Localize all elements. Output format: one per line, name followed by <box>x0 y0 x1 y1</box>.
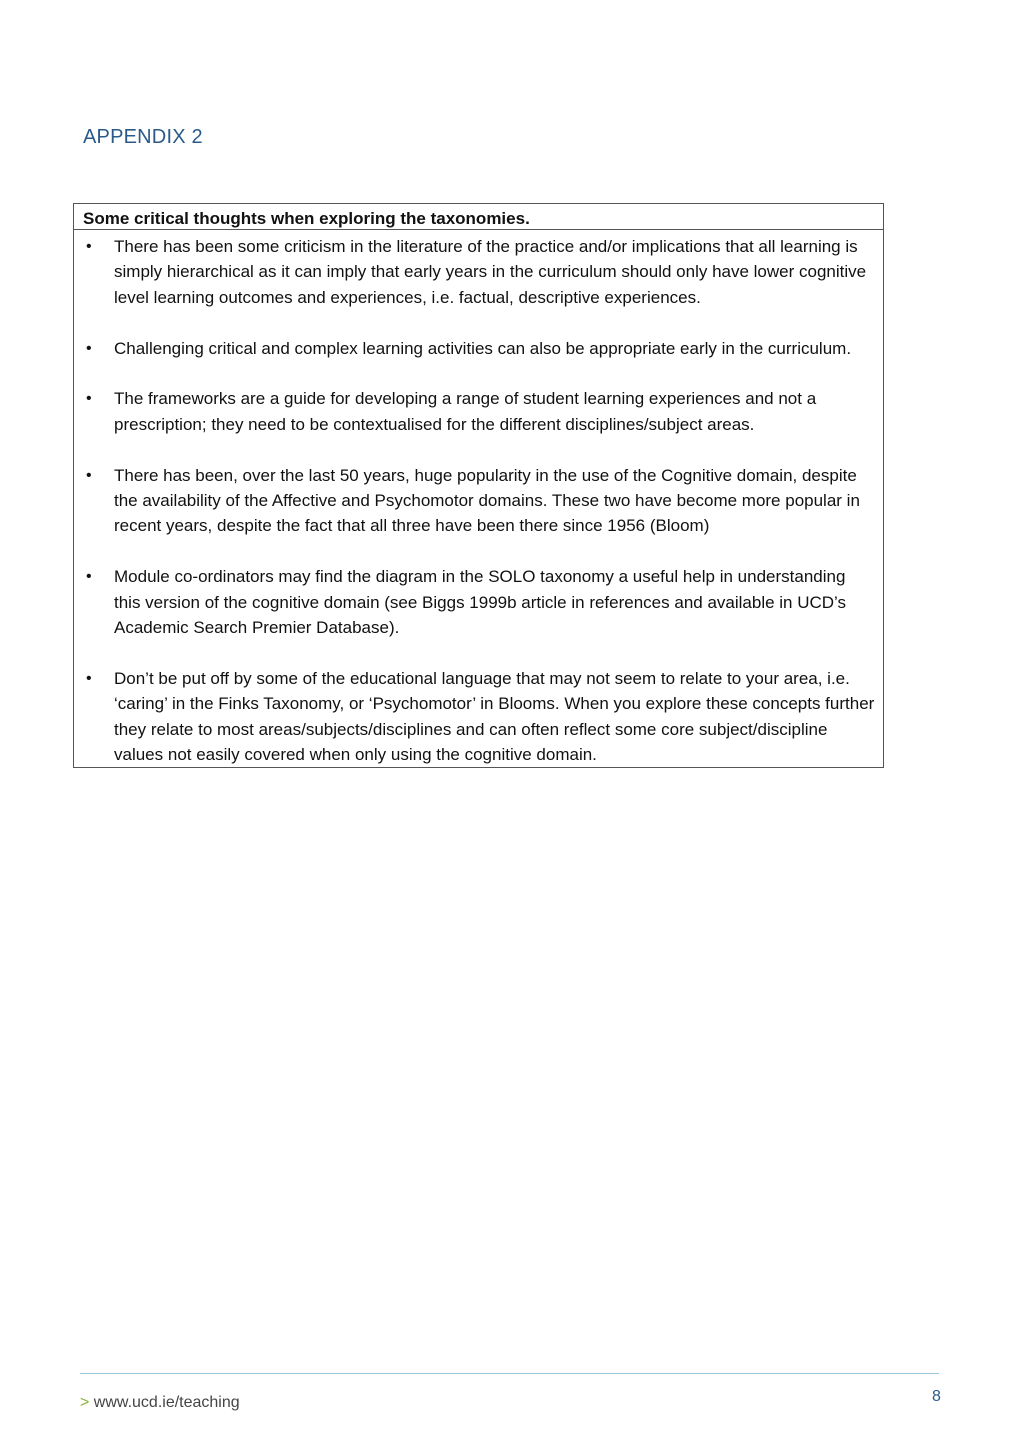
box-title: Some critical thoughts when exploring the taxonomies. <box>74 204 883 230</box>
list-item-text: Challenging critical and complex learning activities can also be appropriate early in the curriculum. <box>114 338 852 358</box>
bullet-icon: • <box>86 669 92 687</box>
critical-thoughts-list <box>74 230 883 767</box>
critical-thoughts-box <box>73 203 884 768</box>
bullet-icon: • <box>86 339 92 357</box>
list-item <box>83 386 875 437</box>
list-item <box>83 666 875 768</box>
bullet-icon: • <box>86 568 92 586</box>
list-item <box>83 463 875 539</box>
bullet-icon: • <box>86 390 92 408</box>
list-item <box>83 234 875 310</box>
footer-divider <box>80 1373 939 1374</box>
list-item-text: Module co-ordinators may find the diagram in the SOLO taxonomy a useful help in understanding this version of the cognitive domain (see Biggs 1999b article in references and available in UCD’s Academic Search Premier Database). <box>114 567 847 638</box>
bullet-icon: • <box>86 466 92 484</box>
list-item <box>83 564 875 640</box>
list-item-text: There has been some criticism in the literature of the practice and/or implications that all learning is simply hierarchical as it can imply that early years in the curriculum should only have lower cognitive level learning outcomes and experiences, i.e. factual, descriptive experiences. <box>114 237 867 307</box>
appendix-heading: APPENDIX 2 <box>83 126 203 148</box>
footer-link-text[interactable]: www.ucd.ie/teaching <box>93 1394 240 1411</box>
list-item-text: There has been, over the last 50 years, huge popularity in the use of the Cognitive domain, despite the availability of the Affective and Psychomotor domains. These two have become more popular in recent years, despite the fact that all three have been there since 1956 (Bloom) <box>114 465 860 536</box>
page-number: 8 <box>932 1388 941 1405</box>
list-item-text: Don’t be put off by some of the educational language that may not seem to relate to your area, i.e. ‘caring’ in the Finks Taxonomy, or ‘Psychomotor’ in Blooms. When you explore these concepts further they relate to most areas/subjects/disciplines and can often reflect some core subject/discipline values not easily covered when only using the cognitive domain. <box>114 668 875 765</box>
chevron-right-icon: > <box>80 1394 90 1411</box>
list-item-text: The frameworks are a guide for developing a range of student learning experiences and not a prescription; they need to be contextualised for the different disciplines/subject areas. <box>114 389 817 434</box>
list-item <box>83 336 875 361</box>
footer-website-link[interactable] <box>80 1394 240 1412</box>
bullet-icon: • <box>86 238 92 255</box>
